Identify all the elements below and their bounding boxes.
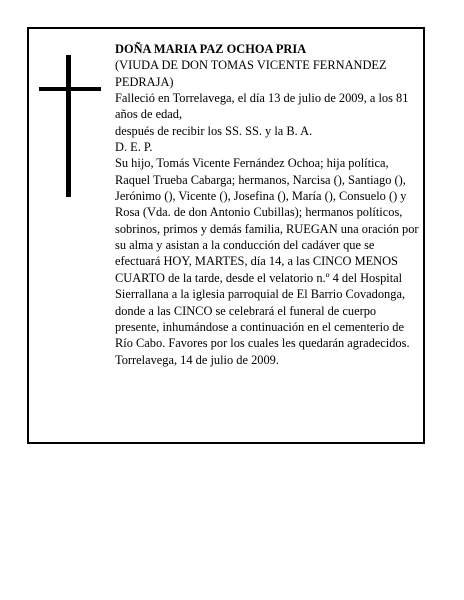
family-and-funeral-text: Su hijo, Tomás Vicente Fernández Ochoa; hija política, Raquel Trueba Cabarga; hermanos, Narcisa (), Santiago (), Jerónimo (), Vicente (), Josefina (), María (), Consuelo () y Rosa (Vda. de don Antonio Cubillas); hermanos políticos, sobrinos, primos y demás familia, RUEGAN una oración por su alma y asistan a la conducción del cadáver que se efectuará HOY, MARTES, día 14, a las CINCO MENOS CUARTO de la tarde, desde el velatorio n.º 4 del Hospital Sierrallana a la iglesia parroquial de El Barrio Covadonga, donde a las CINCO se celebrará el funeral de cuerpo presente, inhumándose a continuación en el cementerio de Río Cabo. Favores por los cuales les quedarán agradecidos.	[115, 156, 419, 351]
cross-icon	[39, 55, 101, 197]
deceased-name: DOÑA MARIA PAZ OCHOA PRIA	[115, 42, 307, 56]
widow-of-line: (VIUDA DE DON TOMAS VICENTE FERNANDEZ PEDRAJA)	[115, 58, 387, 89]
rip-line: D. E. P.	[115, 140, 153, 155]
sacraments-line: después de recibir los SS. SS. y la B. A.	[115, 123, 313, 138]
obituary-text	[115, 41, 421, 368]
death-details: Falleció en Torrelavega, el día 13 de julio de 2009, a los 81 años de edad,	[115, 91, 409, 122]
cross-vertical-bar	[66, 55, 71, 197]
place-and-date: Torrelavega, 14 de julio de 2009.	[115, 352, 279, 367]
obituary-notice	[27, 27, 425, 444]
cross-horizontal-bar	[39, 87, 101, 91]
